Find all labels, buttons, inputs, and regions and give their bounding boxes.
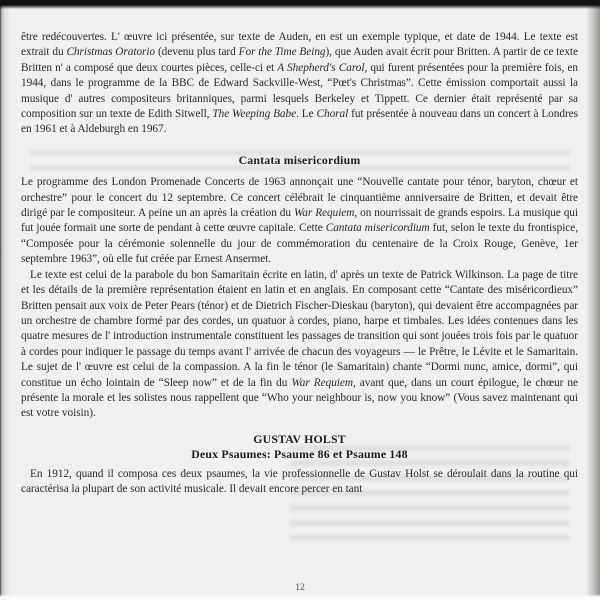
text-run: . Le xyxy=(296,108,317,121)
text-run: , on nourrissait de grands espoirs. La musique qui fut jouée formait une sorte de pendant à cette œuvre capitale. Cette xyxy=(21,207,578,235)
text-run: fut présentée à nouveau dans un concert à Londres en 1961 et à Aldeburgh en 1967. xyxy=(21,108,578,136)
text-run-italic: Choral xyxy=(316,108,349,121)
scan-edge-right xyxy=(586,0,600,601)
paragraph-samaritain-text xyxy=(21,268,578,422)
holst-subtitle: Deux Psaumes: Psaume 86 et Psaume 148 xyxy=(191,447,408,462)
page-number: 12 xyxy=(295,582,305,593)
text-run: Le programme des London Promenade Concerts de 1963 annonçait une “Nouvelle cantate pour ténor, baryton, chœur et orchestre” pour le concert du 12 septembre. Ce concert célébrait le cinquantième anniversaire de Britten, et devait être dirigé par le compositeur. A peine un an après la création du xyxy=(21,176,578,220)
text-run-italic: War Requiem xyxy=(291,376,353,389)
text-run: , qui furent présentées pour la première fois, en 1944, dans le programme de la BBC de Edward Sackville-West, “Pœt's Christmas”. Cette émission comportait aussi la musique d' autres compositeurs britanniques, parmi lesquels Berkeley et Tippett. Ce dernier était représenté par sa composition sur un texte de Edith Sitwell, xyxy=(21,61,579,121)
text-run: être redécouvertes. L' œuvre ici présentée, sur texte de Auden, en est un exemple typique, et date de 1944. Le texte est extrait du xyxy=(21,31,578,59)
paragraph-holst-1912 xyxy=(21,467,578,498)
text-run: , avant que, dans un court épilogue, le chœur ne présente la morale et les solistes nous rappellent que “Who your neighbour is, now you know” (Vous savez maintenant qui est votre voisin). xyxy=(21,376,578,420)
text-run-italic: Cantata misericordium xyxy=(325,222,430,235)
page-content xyxy=(21,30,578,498)
paragraph-britten-carol xyxy=(21,30,578,138)
holst-title: GUSTAV HOLST xyxy=(253,431,346,446)
section-heading-cantata-misericordium: Cantata misericordium xyxy=(238,152,361,167)
text-run-italic: The Weeping Babe xyxy=(212,108,297,121)
text-run: (devenu plus tard xyxy=(155,46,239,59)
text-run: Le texte est celui de la parabole du bon Samaritain écrite en latin, d' après un texte de Patrick Wilkinson. La page de titre et les détails de la première représentation étaient en latin et en anglais. En composant cette “Cantate des miséricordieux” Britten pensait aux voix de Peter Pears (ténor) et de Dietrich Fischer-Dieskau (baryton), qui devaient être accompagnées par un orchestre de chambre formé par des cordes, un quatuor à cordes, piano, harpe et timbales. Les idées contenues dans les quatre mesures de l' introduction instrumentale constituent les passages de transition qui sont jouées trois fois par le quatuor à cordes pour indiquer le passage du temps avant l' arrivée de chacun des voyageurs — le Prêtre, le Lévite et le Samaritain. Le sujet de l' œuvre est celui de la compassion. A la fin le ténor (le Samaritain) chante “Dormi nunc, amice, dormi”, qui constitue un écho lointain de “Sleep now” et de la fin du xyxy=(21,268,578,389)
text-run-italic: War Requiem xyxy=(293,207,355,220)
text-run-italic: A Shepherd's Carol xyxy=(277,61,365,74)
scan-edge-left xyxy=(0,0,11,601)
text-run: ), que Auden avait écrit pour Britten. A partir de ce texte Britten n' a composé que deux courtes pièces, celle-ci et xyxy=(21,46,578,74)
scan-edge-bottom xyxy=(0,594,600,601)
text-run: fut, selon le texte du frontispice, “Composée pour la cérémonie solennelle du jour de commémoration du centenaire de la Croix Rouge, Genève, 1er septembre 1963”, où elle fut créée par Ernest Ansermet. xyxy=(21,222,579,266)
paragraph-promenade-concerts xyxy=(21,175,578,267)
section-heading-gustav-holst xyxy=(21,432,578,463)
scan-edge-top xyxy=(0,0,600,9)
text-run-italic: For the Time Being xyxy=(238,46,326,59)
text-run-italic: Christmas Oratorio xyxy=(66,46,156,59)
text-run: En 1912, quand il composa ces deux psaumes, la vie professionnelle de Gustav Holst se déroulait dans la routine qui caractérisa la plupart de son activité musicale. Il devait encore percer en tant xyxy=(21,467,578,496)
